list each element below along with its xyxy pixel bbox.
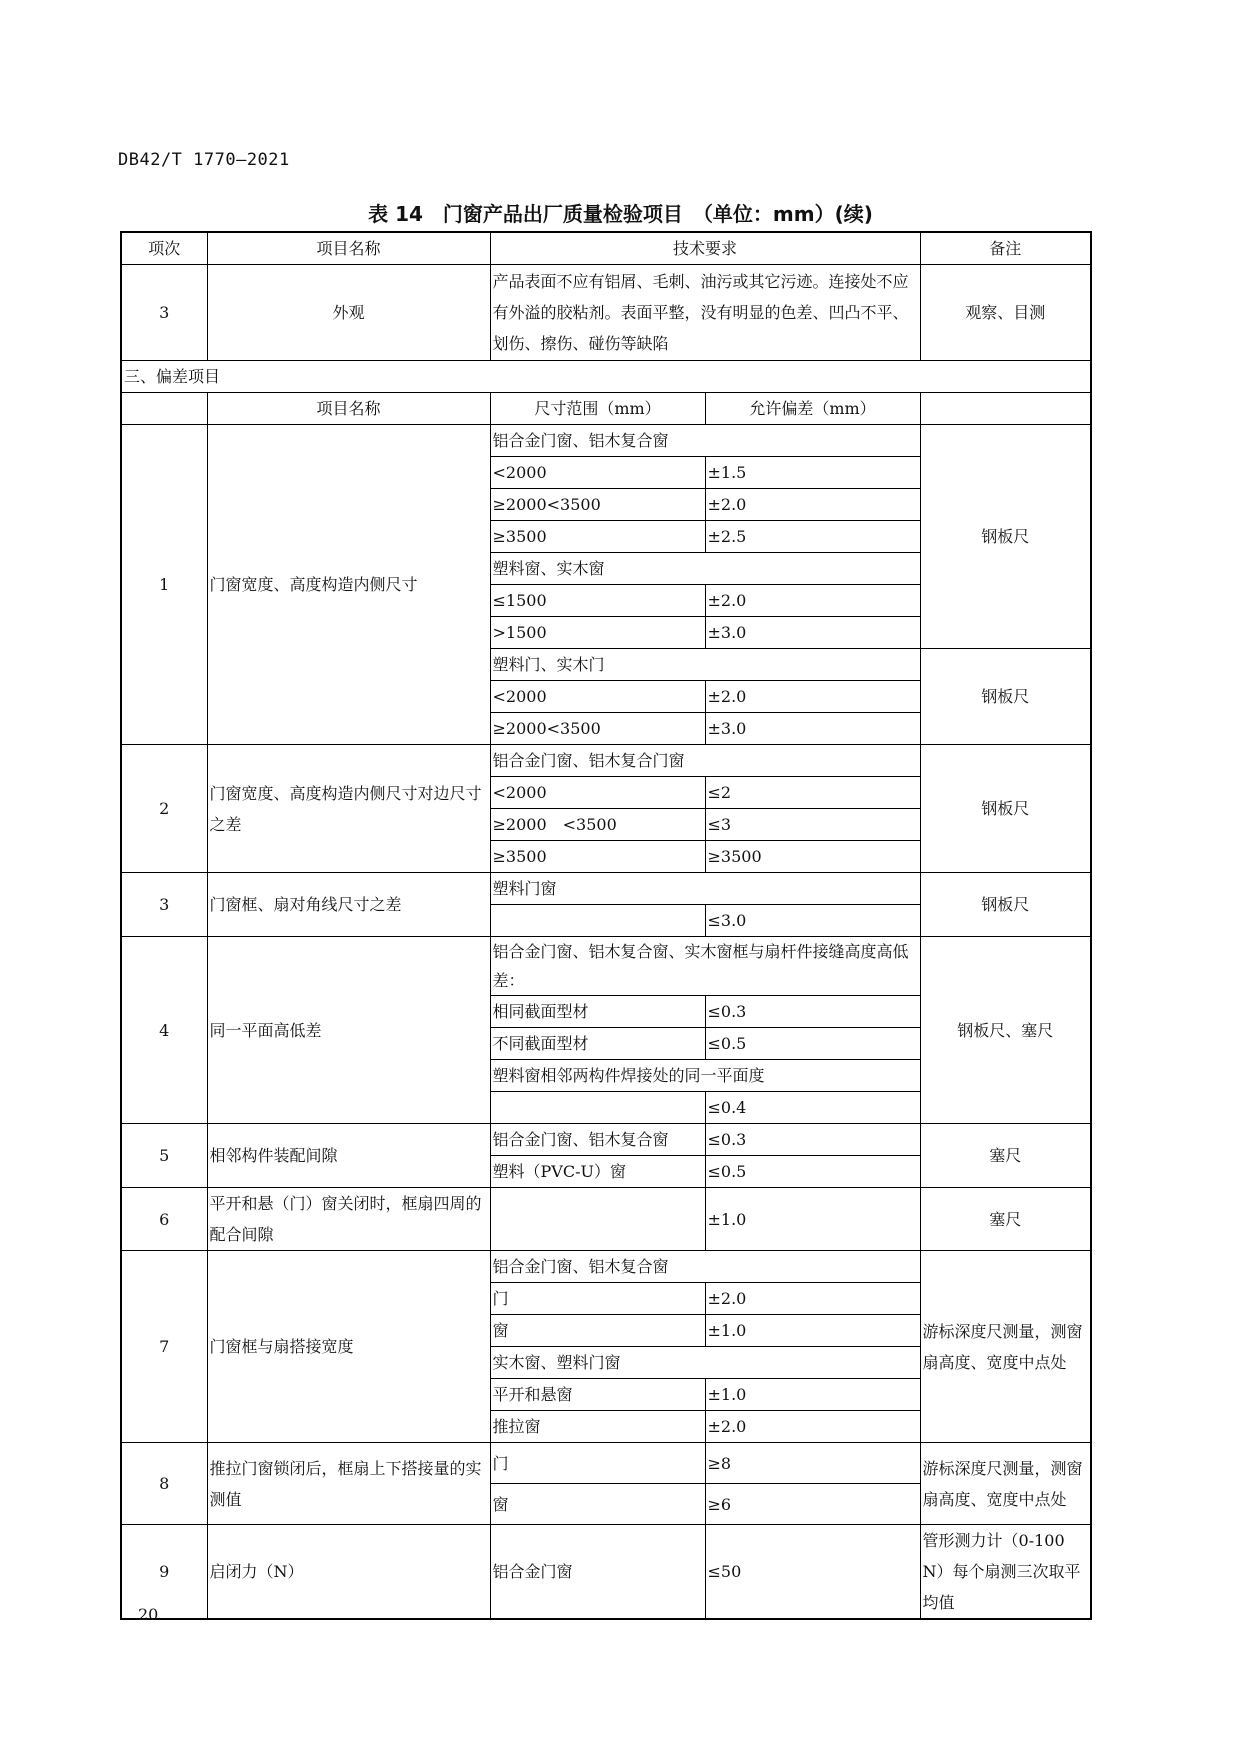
item3-group1: 塑料门窗 (490, 873, 920, 905)
deviation-cell: ≤0.3 (705, 1124, 920, 1156)
item5-name: 相邻构件装配间隙 (207, 1124, 490, 1188)
deviation-cell: ≥8 (705, 1443, 920, 1484)
item8-name: 推拉门窗锁闭后，框扇上下搭接量的实测值 (207, 1443, 490, 1525)
range-cell: 窗 (490, 1315, 705, 1347)
document-code: DB42/T 1770—2021 (118, 150, 290, 170)
item1-group1: 铝合金门窗、铝木复合窗 (490, 425, 920, 457)
item9-no: 9 (121, 1525, 207, 1620)
row-requirement: 产品表面不应有铝屑、毛刺、油污或其它污迹。连接处不应有外溢的胶粘剂。表面平整，没有明显的色差、凹凸不平、划伤、擦伤、碰伤等缺陷 (490, 265, 920, 361)
deviation-cell: ±2.0 (705, 585, 920, 617)
range-cell: ≥2000<3500 (490, 713, 705, 745)
sub-header-blank (121, 393, 207, 425)
item3-note: 钢板尺 (920, 873, 1091, 937)
item6-note: 塞尺 (920, 1188, 1091, 1251)
deviation-cell: ±2.0 (705, 681, 920, 713)
section-row (121, 361, 1091, 393)
item7-name: 门窗框与扇搭接宽度 (207, 1251, 490, 1443)
range-cell: 铝合金门窗 (490, 1525, 705, 1620)
table-row (121, 1443, 1091, 1484)
range-cell: ≥3500 (490, 521, 705, 553)
item1-note1: 钢板尺 (920, 425, 1091, 649)
range-cell: 窗 (490, 1484, 705, 1525)
item4-note: 钢板尺、塞尺 (920, 937, 1091, 1124)
item2-note: 钢板尺 (920, 745, 1091, 873)
deviation-cell: ≤0.5 (705, 1028, 920, 1060)
deviation-cell: ≤2 (705, 777, 920, 809)
deviation-cell: ≤50 (705, 1525, 920, 1620)
deviation-cell: ±2.0 (705, 1283, 920, 1315)
range-cell: >1500 (490, 617, 705, 649)
sub-header-deviation: 允许偏差（mm） (705, 393, 920, 425)
deviation-cell: ≥6 (705, 1484, 920, 1525)
item1-name: 门窗宽度、高度构造内侧尺寸 (207, 425, 490, 745)
deviation-cell: ±1.0 (705, 1315, 920, 1347)
range-cell: <2000 (490, 457, 705, 489)
table-row (121, 1188, 1091, 1251)
item1-group3: 塑料门、实木门 (490, 649, 920, 681)
range-cell: 相同截面型材 (490, 996, 705, 1028)
section-title: 三、偏差项目 (121, 361, 1091, 393)
table-row (121, 937, 1091, 996)
deviation-cell: ±3.0 (705, 617, 920, 649)
item6-name: 平开和悬（门）窗关闭时，框扇四周的配合间隙 (207, 1188, 490, 1251)
sub-header-range: 尺寸范围（mm） (490, 393, 705, 425)
item9-name: 启闭力（N） (207, 1525, 490, 1620)
deviation-cell: ±3.0 (705, 713, 920, 745)
deviation-cell: ±2.0 (705, 1411, 920, 1443)
item7-no: 7 (121, 1251, 207, 1443)
deviation-cell: ≤3 (705, 809, 920, 841)
range-cell: 门 (490, 1283, 705, 1315)
deviation-cell: ≤3.0 (705, 905, 920, 937)
row-no: 3 (121, 265, 207, 361)
item4-group2: 塑料窗相邻两构件焊接处的同一平面度 (490, 1060, 920, 1092)
header-name: 项目名称 (207, 232, 490, 265)
item3-name: 门窗框、扇对角线尺寸之差 (207, 873, 490, 937)
header-requirement: 技术要求 (490, 232, 920, 265)
item4-name: 同一平面高低差 (207, 937, 490, 1124)
range-cell: 推拉窗 (490, 1411, 705, 1443)
table-row (121, 425, 1091, 457)
deviation-cell: ±2.0 (705, 489, 920, 521)
item2-name: 门窗宽度、高度构造内侧尺寸对边尺寸之差 (207, 745, 490, 873)
deviation-cell: ≤0.4 (705, 1092, 920, 1124)
range-cell: ≥3500 (490, 841, 705, 873)
item6-no: 6 (121, 1188, 207, 1251)
table-title: 表 14 门窗产品出厂质量检验项目 （单位：mm）(续) (368, 202, 873, 226)
item2-group1: 铝合金门窗、铝木复合门窗 (490, 745, 920, 777)
deviation-cell: ≥3500 (705, 841, 920, 873)
range-cell: <2000 (490, 681, 705, 713)
table-row (121, 1251, 1091, 1283)
range-cell: 平开和悬窗 (490, 1379, 705, 1411)
sub-header-name: 项目名称 (207, 393, 490, 425)
item4-no: 4 (121, 937, 207, 1124)
table-row (121, 1124, 1091, 1156)
deviation-cell: ±2.5 (705, 521, 920, 553)
deviation-cell: ≤0.3 (705, 996, 920, 1028)
range-cell: <2000 (490, 777, 705, 809)
header-note: 备注 (920, 232, 1091, 265)
range-cell: 塑料（PVC-U）窗 (490, 1156, 705, 1188)
item8-note: 游标深度尺测量，测窗扇高度、宽度中点处 (920, 1443, 1091, 1525)
item9-note: 管形测力计（0-100 N）每个扇测三次取平均值 (920, 1525, 1091, 1620)
inspection-table (120, 231, 1092, 1620)
item2-no: 2 (121, 745, 207, 873)
item5-note: 塞尺 (920, 1124, 1091, 1188)
table-row (121, 873, 1091, 905)
item5-no: 5 (121, 1124, 207, 1188)
deviation-cell: ≤0.5 (705, 1156, 920, 1188)
range-cell (490, 1188, 705, 1251)
range-cell: ≤1500 (490, 585, 705, 617)
item1-note2: 钢板尺 (920, 649, 1091, 745)
deviation-cell: ±1.0 (705, 1188, 920, 1251)
range-cell: 门 (490, 1443, 705, 1484)
item3-no: 3 (121, 873, 207, 937)
table-row (121, 745, 1091, 777)
header-no: 项次 (121, 232, 207, 265)
row-name: 外观 (207, 265, 490, 361)
page-number: 20 (138, 1605, 159, 1624)
item1-group2: 塑料窗、实木窗 (490, 553, 920, 585)
item1-no: 1 (121, 425, 207, 745)
range-cell: ≥2000 <3500 (490, 809, 705, 841)
table-header-row (121, 232, 1091, 265)
item8-no: 8 (121, 1443, 207, 1525)
table-row (121, 1525, 1091, 1620)
range-cell (490, 1092, 705, 1124)
range-cell (490, 905, 705, 937)
row-note: 观察、目测 (920, 265, 1091, 361)
item7-group2: 实木窗、塑料门窗 (490, 1347, 920, 1379)
range-cell: 铝合金门窗、铝木复合窗 (490, 1124, 705, 1156)
item7-group1: 铝合金门窗、铝木复合窗 (490, 1251, 920, 1283)
range-cell: 不同截面型材 (490, 1028, 705, 1060)
item4-group1: 铝合金门窗、铝木复合窗、实木窗框与扇杆件接缝高度高低差： (490, 937, 920, 996)
sub-header-note-blank (920, 393, 1091, 425)
range-cell: ≥2000<3500 (490, 489, 705, 521)
deviation-cell: ±1.5 (705, 457, 920, 489)
deviation-cell: ±1.0 (705, 1379, 920, 1411)
table-row (121, 265, 1091, 361)
sub-header-row (121, 393, 1091, 425)
item7-note: 游标深度尺测量，测窗扇高度、宽度中点处 (920, 1251, 1091, 1443)
